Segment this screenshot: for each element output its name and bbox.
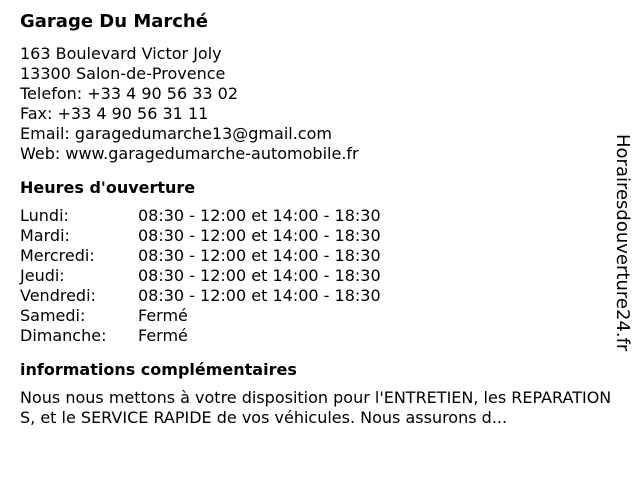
business-name: Garage Du Marché <box>20 11 208 32</box>
hours-value: Fermé <box>138 326 188 345</box>
hours-row-saturday <box>20 306 620 326</box>
hours-row-tuesday <box>20 226 620 246</box>
info-text: Nous nous mettons à votre disposition pour l'ENTRETIEN, les REPARATIONS, et le SERVICE RAPIDE de vos véhicules. Nous assurons d... <box>20 388 612 427</box>
info-heading: informations complémentaires <box>20 360 297 379</box>
hours-row-friday <box>20 286 620 306</box>
phone-line: Telefon: +33 4 90 56 33 02 <box>20 84 239 103</box>
site-watermark: Horairesdouverture24.fr <box>612 134 633 352</box>
hours-row-sunday <box>20 326 620 346</box>
hours-day: Lundi: <box>20 206 69 225</box>
hours-day: Samedi: <box>20 306 86 325</box>
hours-value: 08:30 - 12:00 et 14:00 - 18:30 <box>138 206 381 225</box>
hours-value: 08:30 - 12:00 et 14:00 - 18:30 <box>138 246 381 265</box>
hours-row-monday <box>20 206 620 226</box>
email-line: Email: garagedumarche13@gmail.com <box>20 124 332 143</box>
hours-value: 08:30 - 12:00 et 14:00 - 18:30 <box>138 226 381 245</box>
hours-day: Mercredi: <box>20 246 95 265</box>
fax-line: Fax: +33 4 90 56 31 11 <box>20 104 209 123</box>
hours-row-thursday <box>20 266 620 286</box>
hours-day: Jeudi: <box>20 266 65 285</box>
hours-heading: Heures d'ouverture <box>20 178 196 197</box>
hours-day: Mardi: <box>20 226 70 245</box>
web-line: Web: www.garagedumarche-automobile.fr <box>20 144 359 163</box>
address-line-2: 13300 Salon-de-Provence <box>20 64 226 83</box>
hours-table <box>20 206 620 346</box>
business-card <box>20 10 620 428</box>
address-line-1: 163 Boulevard Victor Joly <box>20 44 222 63</box>
hours-value: 08:30 - 12:00 et 14:00 - 18:30 <box>138 286 381 305</box>
contact-block <box>20 44 620 164</box>
hours-value: Fermé <box>138 306 188 325</box>
hours-day: Vendredi: <box>20 286 96 305</box>
hours-row-wednesday <box>20 246 620 266</box>
hours-day: Dimanche: <box>20 326 107 345</box>
hours-value: 08:30 - 12:00 et 14:00 - 18:30 <box>138 266 381 285</box>
